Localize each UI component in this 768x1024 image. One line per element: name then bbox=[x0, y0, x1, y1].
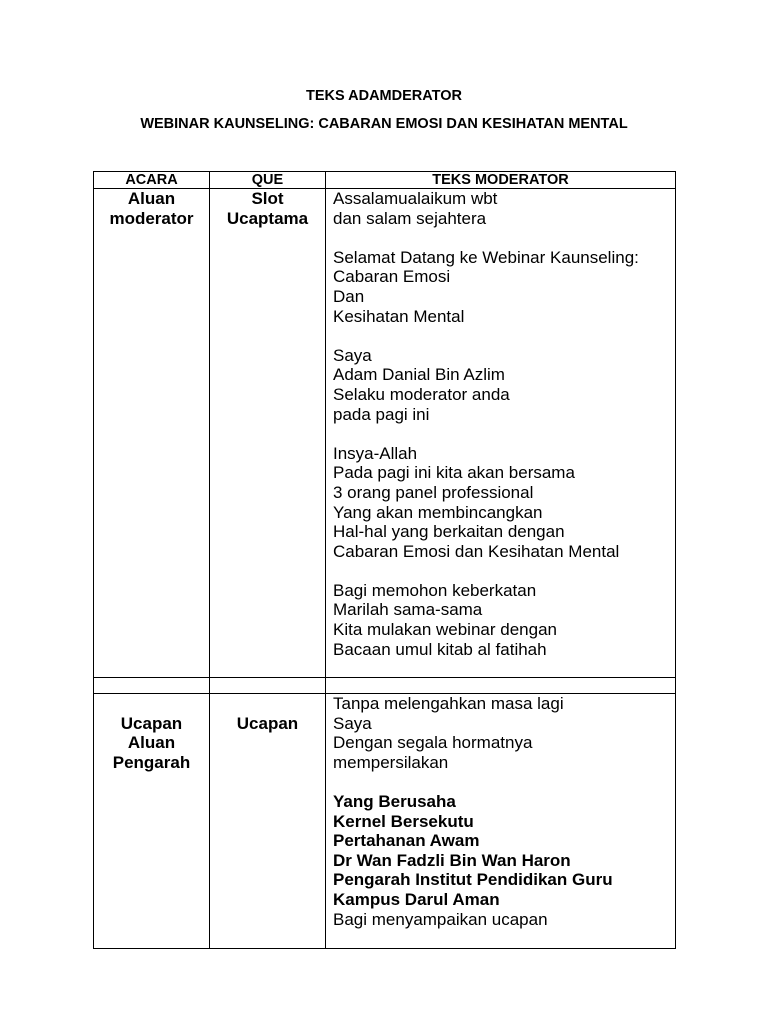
script-line: Kita mulakan webinar dengan bbox=[333, 620, 557, 640]
script-line: Pada pagi ini kita akan bersama bbox=[333, 463, 575, 483]
table-row bbox=[94, 694, 676, 949]
moderator-text-cell bbox=[326, 189, 676, 678]
script-line-bold: Kernel Bersekutu bbox=[333, 811, 474, 831]
acara-line: moderator bbox=[109, 208, 194, 228]
acara-cell bbox=[94, 189, 210, 678]
script-line: mempersilakan bbox=[333, 752, 449, 772]
empty-cell bbox=[326, 678, 676, 694]
script-line: Cabaran Emosi dan Kesihatan Mental bbox=[333, 541, 620, 561]
script-line: Cabaran Emosi bbox=[333, 267, 451, 287]
script-line: Hal-hal yang berkaitan dengan bbox=[333, 522, 565, 542]
que-line: Ucaptama bbox=[226, 208, 309, 228]
script-line-bold: Pengarah Institut Pendidikan Guru bbox=[333, 870, 613, 890]
script-line: Kesihatan Mental bbox=[333, 306, 465, 326]
moderator-text-cell bbox=[326, 694, 676, 949]
script-line: Selaku moderator anda bbox=[333, 384, 510, 404]
script-line: Insya-Allah bbox=[333, 443, 418, 463]
acara-cell bbox=[94, 694, 210, 949]
acara-line: Aluan bbox=[127, 189, 176, 208]
script-line: Dengan segala hormatnya bbox=[333, 733, 533, 753]
script-line: Yang akan membincangkan bbox=[333, 502, 543, 522]
script-line: Saya bbox=[333, 713, 372, 733]
script-line: Bagi menyampaikan ucapan bbox=[333, 909, 548, 929]
empty-cell bbox=[94, 678, 210, 694]
script-line: Assalamualaikum wbt bbox=[333, 189, 498, 208]
script-line: Dan bbox=[333, 286, 365, 306]
que-line: Ucapan bbox=[236, 713, 299, 733]
que-cell bbox=[210, 694, 326, 949]
script-line: Tanpa melengahkan masa lagi bbox=[333, 694, 564, 713]
table-row bbox=[94, 189, 676, 678]
que-line: Slot bbox=[251, 189, 284, 208]
column-header-que: QUE bbox=[210, 172, 326, 189]
script-line: dan salam sejahtera bbox=[333, 208, 487, 228]
script-line: pada pagi ini bbox=[333, 404, 430, 424]
script-line-bold: Yang Berusaha bbox=[333, 791, 456, 811]
column-header-teks-moderator: TEKS MODERATOR bbox=[326, 172, 676, 189]
script-line-bold: Pertahanan Awam bbox=[333, 831, 480, 851]
table-row-empty bbox=[94, 678, 676, 694]
moderator-script-table bbox=[93, 171, 676, 949]
script-line-bold: Dr Wan Fadzli Bin Wan Haron bbox=[333, 850, 571, 870]
script-line: Saya bbox=[333, 345, 372, 365]
script-line: Bacaan umul kitab al fatihah bbox=[333, 639, 547, 659]
script-line: 3 orang panel professional bbox=[333, 482, 534, 502]
column-header-acara: ACARA bbox=[94, 172, 210, 189]
script-line: Adam Danial Bin Azlim bbox=[333, 365, 505, 385]
empty-cell bbox=[210, 678, 326, 694]
script-line-bold: Kampus Darul Aman bbox=[333, 889, 500, 909]
script-line: Marilah sama-sama bbox=[333, 600, 483, 620]
script-line: Bagi memohon keberkatan bbox=[333, 580, 537, 600]
que-cell bbox=[210, 189, 326, 678]
document-title: TEKS ADAMDERATOR bbox=[305, 88, 462, 104]
document-subtitle: WEBINAR KAUNSELING: CABARAN EMOSI DAN KESIHATAN MENTAL bbox=[140, 116, 628, 132]
acara-line: Pengarah bbox=[112, 752, 191, 772]
script-line: Selamat Datang ke Webinar Kaunseling: bbox=[333, 247, 639, 267]
acara-line: Ucapan bbox=[120, 713, 183, 733]
acara-line: Aluan bbox=[127, 733, 176, 753]
table-header-row bbox=[94, 172, 676, 189]
